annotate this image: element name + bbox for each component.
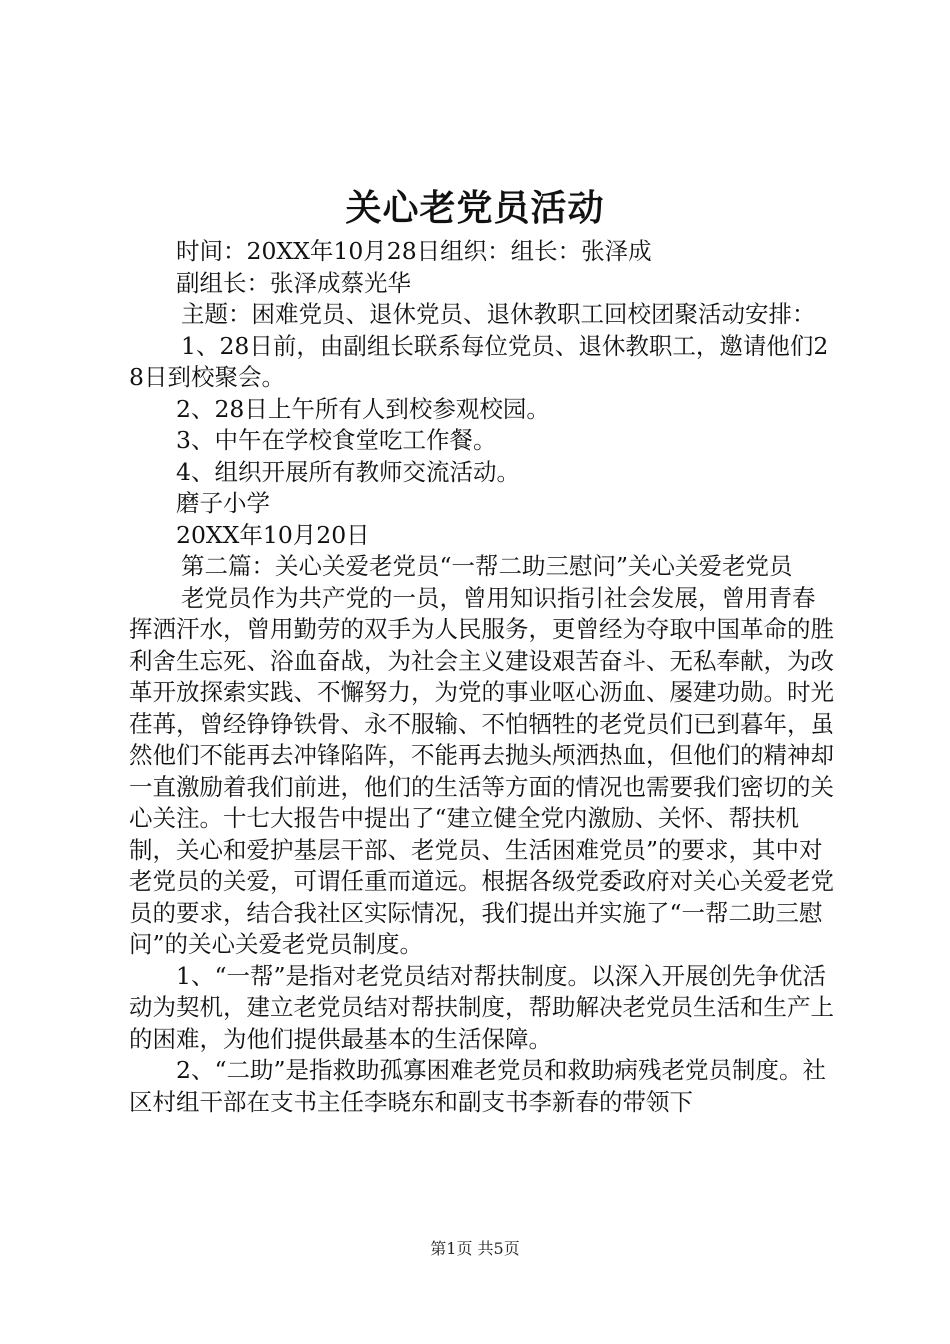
- paragraph-main-body: 老党员作为共产党的一员，曾用知识指引社会发展，曾用青春挥洒汗水，曾用勤劳的双手为人民服务，更曾经为夺取中国革命的胜利舍生忘死、浴血奋战，为社会主义建设艰苦奋斗、无私奉献，为改革开放探索实践、不懈努力，为党的事业呕心沥血、屡建功勋。时光荏苒，曾经铮铮铁骨、永不服输、不怕牺牲的老党员们已到暮年，虽然他们不能再去冲锋陷阵，不能再去抛头颅洒热血，但他们的精神却一直激励着我们前进，他们的生活等方面的情况也需要我们密切的关心关注。十七大报告中提出了“建立健全党内激励、关怀、帮扶机制，关心和爱护基层干部、老党员、生活困难党员”的要求，其中对老党员的关爱，可谓任重而道远。根据各级党委政府对关心关爱老党员的要求，结合我社区实际情况，我们提出并实施了“一帮二助三慰问”的关心关爱老党员制度。: [129, 583, 834, 958]
- paragraph-date: 20XX年10月20日: [176, 520, 370, 549]
- paragraph-item-3: 3、中午在学校食堂吃工作餐。: [176, 426, 497, 454]
- paragraph-time: 时间：20XX年10月28日组织：组长：张泽成: [176, 237, 652, 265]
- paragraph-theme: 主题：困难党员、退休党员、退休教职工回校团聚活动安排：: [181, 300, 816, 328]
- paragraph-item-1: 1、28日前，由副组长联系每位党员、退休教职工，邀请他们28日到校聚会。: [129, 331, 829, 391]
- paragraph-item-2: 2、28日上午所有人到校参观校园。: [176, 394, 550, 423]
- paragraph-deputy-leader: 副组长：张泽成蔡光华: [176, 268, 411, 297]
- paragraph-two-assist: 2、“二助”是指救助孤寡困难老党员和救助病残老党员制度。社区村组干部在支书主任李晓东和副支书李新春的带领下: [129, 1056, 826, 1116]
- paragraph-school-name: 磨子小学: [176, 489, 270, 517]
- paragraph-second-article-heading: 第二篇：关心关爱老党员“一帮二助三慰问”关心关爱老党员: [181, 552, 793, 580]
- paragraph-one-help: 1、“一帮”是指对老党员结对帮扶制度。以深入开展创先争优活动为契机，建立老党员结对帮扶制度，帮助解决老党员生活和生产上的困难，为他们提供最基本的生活保障。: [129, 961, 834, 1053]
- page-number-footer: 第1页 共5页: [430, 1239, 520, 1258]
- document-body: [129, 236, 834, 1118]
- document-title: 关心老党员活动: [345, 187, 605, 229]
- paragraph-item-4: 4、组织开展所有教师交流活动。: [176, 457, 520, 486]
